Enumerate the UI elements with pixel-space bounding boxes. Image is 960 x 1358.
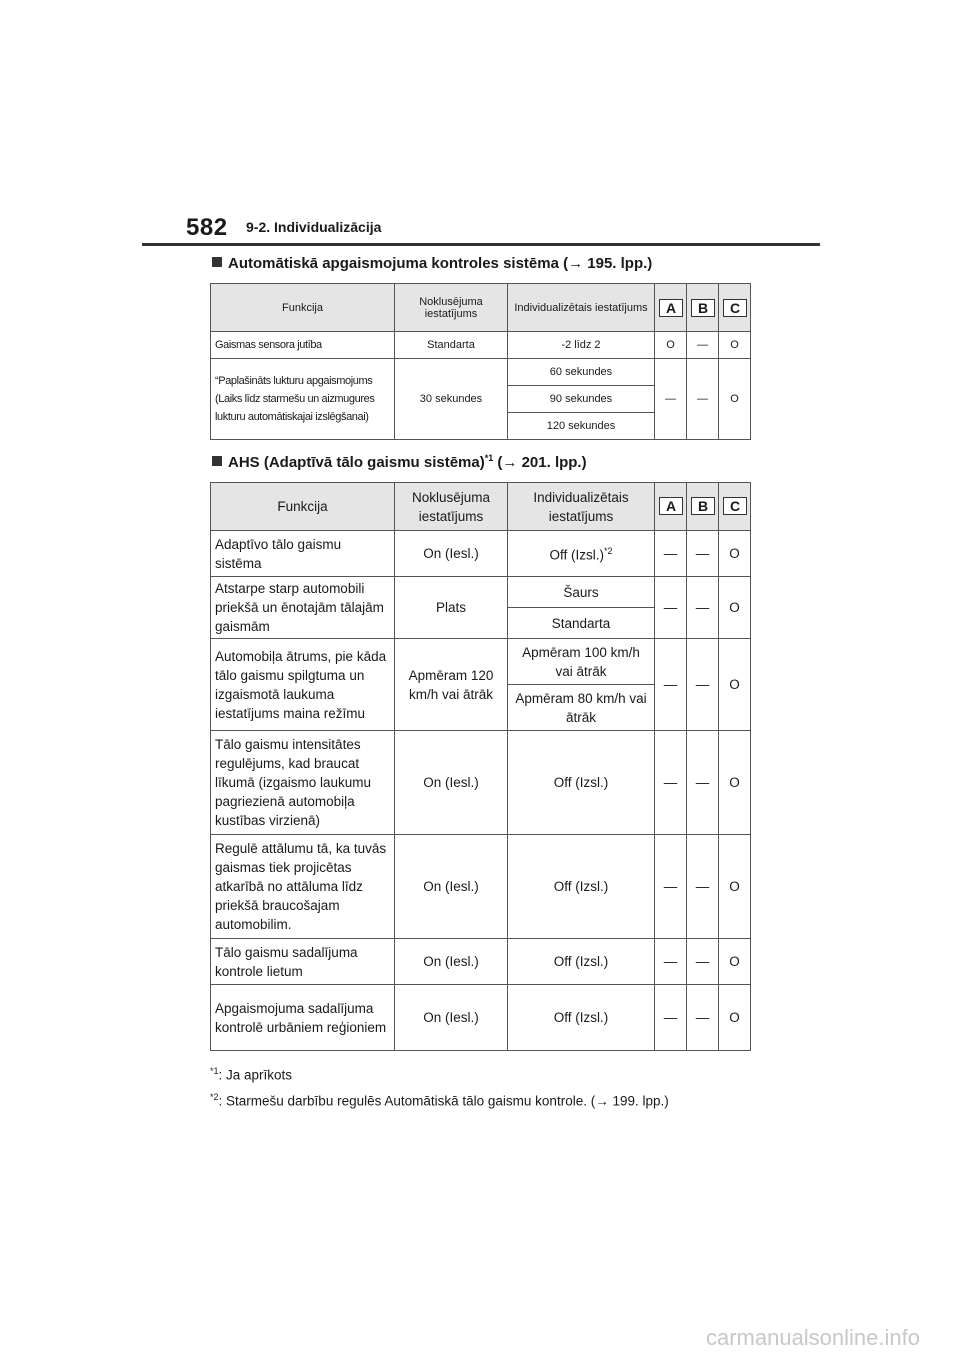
cell-a: — bbox=[655, 359, 687, 440]
cell-custom: Apmēram 100 km/h vai ātrāk bbox=[508, 639, 655, 685]
col-custom: Individualizētais iestatījums bbox=[508, 284, 655, 332]
cell-a: — bbox=[655, 639, 687, 731]
cell-b: — bbox=[687, 359, 719, 440]
cell-b: — bbox=[687, 731, 719, 835]
col-b bbox=[687, 483, 719, 531]
cell-default: On (Iesl.) bbox=[395, 531, 508, 577]
cell-b: — bbox=[687, 985, 719, 1051]
table-row bbox=[211, 835, 751, 939]
cell-function: “Paplašināts lukturu apgaismojums (Laiks līdz starmešu un aizmugures lukturu automātiskajai izslēgšanai) bbox=[211, 359, 395, 440]
col-custom: Individualizētais iestatījums bbox=[508, 483, 655, 531]
watermark: carmanualsonline.info bbox=[705, 1325, 920, 1350]
cell-custom: Standarta bbox=[508, 608, 655, 639]
label-c: C bbox=[723, 497, 747, 515]
cell-a: — bbox=[655, 531, 687, 577]
section2-ref: (→ 201. lpp.) bbox=[493, 454, 587, 471]
cell-default: Standarta bbox=[395, 332, 508, 359]
table-row bbox=[211, 577, 751, 608]
cell-custom: Off (Izsl.) bbox=[508, 939, 655, 985]
cell-default: On (Iesl.) bbox=[395, 835, 508, 939]
col-default: Noklusējuma iestatījums bbox=[395, 483, 508, 531]
label-c: C bbox=[723, 299, 747, 317]
col-function: Funkcija bbox=[211, 483, 395, 531]
label-a: A bbox=[659, 497, 683, 515]
cell-default: On (Iesl.) bbox=[395, 731, 508, 835]
footnote-mark: *2 bbox=[210, 1092, 219, 1102]
cell-c: O bbox=[719, 639, 751, 731]
cell-a: — bbox=[655, 731, 687, 835]
section-title: 9-2. Individualizācija bbox=[246, 219, 382, 235]
cell-function: Gaismas sensora jutība bbox=[211, 332, 395, 359]
cell-function: Atstarpe starp automobili priekšā un ēnotajām tālajām gaismām bbox=[211, 577, 395, 639]
cell-c: O bbox=[719, 359, 751, 440]
cell-custom: Off (Izsl.) bbox=[508, 835, 655, 939]
table-row bbox=[211, 731, 751, 835]
cell-b: — bbox=[687, 577, 719, 639]
cell-c: O bbox=[719, 531, 751, 577]
label-a: A bbox=[659, 299, 683, 317]
footnote-text: : Ja aprīkots bbox=[218, 1067, 293, 1083]
cell-default: On (Iesl.) bbox=[395, 939, 508, 985]
cell-a: — bbox=[655, 939, 687, 985]
table-header-row bbox=[211, 483, 751, 531]
table-row bbox=[211, 531, 751, 577]
table-row bbox=[211, 359, 751, 386]
cell-b: — bbox=[687, 835, 719, 939]
footnote-ref: *2 bbox=[604, 546, 613, 557]
footnote-mark: *1 bbox=[210, 1066, 219, 1076]
page-number: 582 bbox=[186, 214, 228, 241]
section2-title: AHS (Adaptīvā tālo gaismu sistēma) bbox=[228, 454, 485, 471]
label-b: B bbox=[691, 299, 715, 317]
table-row bbox=[211, 332, 751, 359]
cell-c: O bbox=[719, 835, 751, 939]
footnote-2 bbox=[210, 1092, 669, 1109]
cell-a: — bbox=[655, 985, 687, 1051]
cell-function: Automobiļa ātrums, pie kāda tālo gaismu spilgtuma un izgaismotā laukuma iestatījums maina režīmu bbox=[211, 639, 395, 731]
cell-custom: Off (Izsl.) bbox=[508, 731, 655, 835]
col-default: Noklusējuma iestatījums bbox=[395, 284, 508, 332]
label-b: B bbox=[691, 497, 715, 515]
cell-a: — bbox=[655, 577, 687, 639]
table-row bbox=[211, 939, 751, 985]
table-row bbox=[211, 639, 751, 685]
header-divider bbox=[142, 243, 820, 246]
cell-c: O bbox=[719, 731, 751, 835]
cell-default: On (Iesl.) bbox=[395, 985, 508, 1051]
cell-b: — bbox=[687, 939, 719, 985]
cell-custom: 120 sekundes bbox=[508, 413, 655, 440]
cell-b: — bbox=[687, 639, 719, 731]
footnote-1 bbox=[210, 1066, 292, 1083]
cell-b: — bbox=[687, 531, 719, 577]
cell-c: O bbox=[719, 577, 751, 639]
auto-light-table bbox=[210, 283, 751, 440]
cell-custom: Apmēram 80 km/h vai ātrāk bbox=[508, 685, 655, 731]
cell-c: O bbox=[719, 985, 751, 1051]
cell-custom: -2 līdz 2 bbox=[508, 332, 655, 359]
cell-default: 30 sekundes bbox=[395, 359, 508, 440]
cell-function: Tālo gaismu intensitātes regulējums, kad braucat līkumā (izgaismo laukumu pagriezienā automobiļa kustības virzienā) bbox=[211, 731, 395, 835]
footnote-ref: *1 bbox=[484, 453, 494, 463]
section2-heading bbox=[212, 453, 587, 471]
cell-function: Apgaismojuma sadalījuma kontrolē urbāniem reģioniem bbox=[211, 985, 395, 1051]
col-c bbox=[719, 284, 751, 332]
cell-b: — bbox=[687, 332, 719, 359]
cell-custom: Šaurs bbox=[508, 577, 655, 608]
footnote-text: : Starmešu darbību regulēs Automātiskā tālo gaismu kontrole. (→ 199. lpp.) bbox=[218, 1093, 669, 1109]
col-a bbox=[655, 483, 687, 531]
cell-custom: Off (Izsl.)$^{*2}$ bbox=[508, 531, 655, 577]
square-bullet-icon bbox=[212, 456, 222, 466]
cell-a: O bbox=[655, 332, 687, 359]
col-function: Funkcija bbox=[211, 284, 395, 332]
cell-custom: 90 sekundes bbox=[508, 386, 655, 413]
square-bullet-icon bbox=[212, 257, 222, 267]
cell-function: Tālo gaismu sadalījuma kontrole lietum bbox=[211, 939, 395, 985]
cell-custom: 60 sekundes bbox=[508, 359, 655, 386]
col-b bbox=[687, 284, 719, 332]
cell-default: Apmēram 120 km/h vai ātrāk bbox=[395, 639, 508, 731]
section1-heading bbox=[212, 255, 652, 272]
cell-a: — bbox=[655, 835, 687, 939]
table-row bbox=[211, 985, 751, 1051]
cell-function: Adaptīvo tālo gaismu sistēma bbox=[211, 531, 395, 577]
cell-custom: Off (Izsl.) bbox=[508, 985, 655, 1051]
table-header-row bbox=[211, 284, 751, 332]
section1-title: Automātiskā apgaismojuma kontroles sistēma (→ 195. lpp.) bbox=[228, 255, 653, 272]
col-a bbox=[655, 284, 687, 332]
cell-c: O bbox=[719, 332, 751, 359]
cell-c: O bbox=[719, 939, 751, 985]
col-c bbox=[719, 483, 751, 531]
cell-default: Plats bbox=[395, 577, 508, 639]
ahs-table bbox=[210, 482, 751, 1051]
cell-function: Regulē attālumu tā, ka tuvās gaismas tiek projicētas atkarībā no attāluma līdz priekšā braucošajam automobilim. bbox=[211, 835, 395, 939]
